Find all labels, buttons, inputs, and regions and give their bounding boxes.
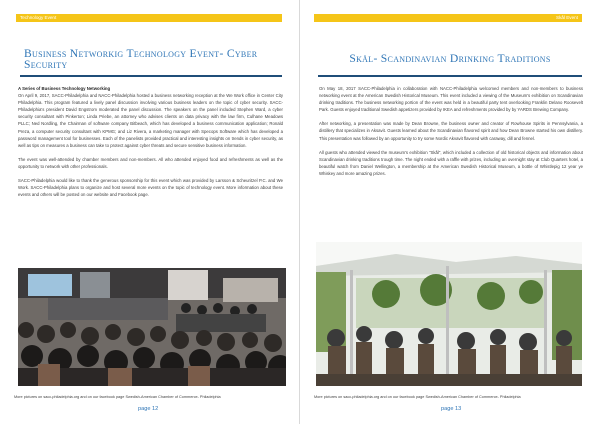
- paragraph: On April 9, 2017, SACC-Philadelphia and NACC-Philadelphia hosted a business networking reception at the We Work office in Center City Philadelphia. This program featured a lively panel discussion involving various business leaders on the topic of cyber security. SACC-Philadelphia's president David Engstrom moderated the panel discussion. The speakers on the panel included Stephen Ward, a cyber security consultant with Pinkerton; Linda Priebe, an attorney who advises clients on data privacy with the law firm, Culhane Meadows PLLC; Ned Nordling, the Chairman of software company Bitbeach, which has developed a business communication application; Ronald Preza, a computer security consultant with KPMG; and Liz Rivera, a marketing manager with Specops Software which has developed a password management tool for businesses. Each of the panelists provided practical and interesting insights on trends in cyber security, as well as tips on measures a business can take to protect against cyber threats and secure sensitive business information.: [18, 93, 283, 148]
- paragraph: The event was well-attended by chamber members and non-members. All who attended enjoyed food and refreshments as well as the opportunity to network with other professionals.: [18, 156, 283, 169]
- party-tent-photo: [316, 242, 582, 386]
- header-band: [314, 14, 582, 22]
- panel-discussion-photo: [18, 268, 286, 386]
- article-subheading: A Series of Business Technology Networking: [18, 86, 111, 91]
- page-number: page 13: [441, 406, 462, 412]
- paragraph: On May 18, 2017 SACC-Philadelphia in collaboration with NACC-Philadelphia welcomed members and non-members to business networking event at the American Swedish Historical Museum. This event included a viewing of the Museum's exhibition on Scandinavian drinking traditions. The business networking portion of the event was held in a beautiful party tent overlooking Franklin Delano Roosevelt Park. Guests enjoyed traditional Swedish appetizers provided by IKEA and refreshments provided by by YARDS Brewing Company.: [319, 86, 583, 113]
- footer-note: More pictures on sacc-philadelphia.org and on our facebook page Swedish-American Chamber of Commerce- Philadelphia: [14, 395, 221, 399]
- article-body: [18, 85, 283, 205]
- party-tent-image: [316, 242, 582, 386]
- paragraph: All guests who attended viewed the museum's exhibition "Skål", which included a collection of old historical objects and information about Scandinavian drinking traditions trough time. The night ended with a raffle with prizes, including an overnight stay at Club Quarters hotel, a beautiful watch from Daniel Wellington, a membership at the American Swedish Historical Museum, a bottle of Whistlepig 12 year ye Whiskey and more amazing prizes.: [319, 149, 583, 176]
- article-title: Skål- Scandinavian Drinking Traditions: [349, 52, 551, 65]
- article-title: Business Networkig Technology Event- Cyber Security: [24, 47, 258, 71]
- panel-discussion-image: [18, 268, 286, 386]
- footer-note: More pictures on sacc-philadelphia.org and on our facebook page Swedish-American Chamber of Commerce- Philadelphia: [314, 395, 521, 399]
- paragraph: SACC-Philadelphia would like to thank the generous sponsorship for this event which was provided by Larsson & Scheuritzel P.C. and We Work. SACC-Philadelphia plans to organize and host several more events on the topic of technology event. More information about these events and others will be posted on our website and Facebook page.: [18, 178, 283, 198]
- right-page: [300, 0, 600, 424]
- page-number: page 12: [138, 406, 159, 412]
- title-divider: [20, 75, 282, 77]
- article-body: [319, 85, 583, 184]
- header-band: [16, 14, 282, 22]
- header-label: Technology Event: [20, 15, 57, 20]
- paragraph: After networking, a presentation was made by Dean Browne, the business owner and creator of Rowhouse Spirits in Pennsylvania, a distillery that specializes in Aksavit. Guests learned about the Scandinavian flavored spirit and how Dean Browne started his own distillery. This presentation was followed by an opportunity to try some Nordic Akvavit flavored with caraway, dill and fennel.: [319, 121, 583, 141]
- header-label: Skål Event: [556, 15, 578, 20]
- title-divider: [318, 75, 582, 77]
